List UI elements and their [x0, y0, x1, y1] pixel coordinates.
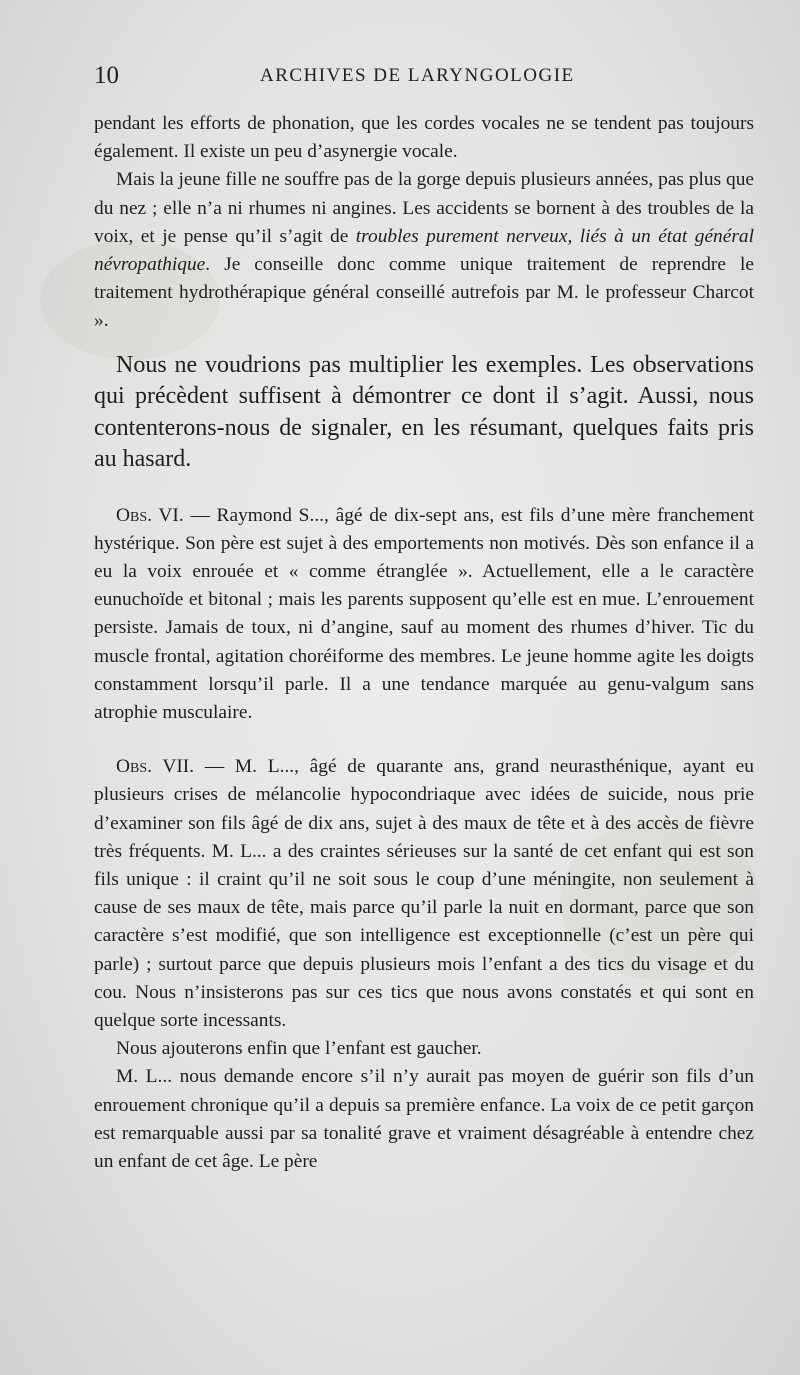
- observation-label: Obs. VII.: [116, 756, 195, 778]
- paragraph-hoarseness: M. L... nous demande encore s’il n’y aurait pas moyen de guérir son fils d’un enrouement chronique qu’il a depuis sa première enfance. La voix de ce petit garçon est remarquable aussi par sa tonalité grave et vraiment désagréable à entendre chez un enfant de cet âge. Le père: [94, 1066, 754, 1173]
- observation-vii: [94, 753, 754, 1035]
- page-number: 10: [94, 62, 119, 89]
- observation-text: — Raymond S..., âgé de dix-sept ans, est fils d’une mère franchement hystérique. Son père est sujet à des emportements non motivés. Dès son enfance il a eu la voix enrouée et « comme étranglée ». Actuellement, elle a le caractère eunuchoïde et bitonal ; mais les parents supposent qu’elle est en mue. L’enrouement persiste. Jamais de toux, ni d’angine, sauf au moment des rhumes d’hiver. Tic du muscle frontal, agitation choréiforme des membres. Le jeune homme agite les doigts constamment lorsqu’il parle. Il a une tendance marquée au genu-valgum sans atrophie musculaire.: [94, 504, 754, 724]
- paragraph-text: . Je conseille donc comme unique traitement de reprendre le traitement hydrothérapique général conseillé autrefois par M. le professeur Charcot ».: [94, 254, 754, 332]
- running-title: ARCHIVES DE LARYNGOLOGIE: [260, 65, 575, 86]
- page-body: [94, 110, 754, 1176]
- observation-label: Obs. VI.: [116, 504, 184, 526]
- paragraph-continuation: pendant les efforts de phonation, que les cordes vocales ne se tendent pas toujours également. Il existe un peu d’asynergie vocale.: [94, 113, 754, 163]
- observation-text: — M. L..., âgé de quarante ans, grand neurasthénique, ayant eu plusieurs crises de mélancolie hypocondriaque avec idées de suicide, nous prie d’examiner son fils âgé de dix ans, sujet à des maux de tête et à des accès de fièvre très fréquents. M. L... a des craintes sérieuses sur la santé de cet enfant qui est son fils unique : il craint qu’il ne soit sous le coup d’une méningite, non seulement à cause de ses maux de tête, mais parce qu’il parle la nuit en dormant, parce que son caractère s’est modifié, que son intelligence est exceptionnelle (c’est un père qui parle) ; surtout parce que depuis plusieurs mois l’enfant a des tics du visage et du cou. Nous n’insisterons pas sur ces tics que nous avons constatés et qui sont en quelque sorte incessants.: [94, 756, 754, 1032]
- paragraph-left-handed: Nous ajouterons enfin que l’enfant est gaucher.: [116, 1038, 482, 1060]
- italic-emphasis: troubles purement nerveux, liés à un état général névropathique: [94, 225, 754, 276]
- paragraph-large-intro: Nous ne voudrions pas multiplier les exemples. Les observations qui précèdent suffisent à démontrer ce dont il s’agit. Aussi, nous contenterons-nous de signaler, en les résumant, quelques faits pris au hasard.: [94, 351, 754, 473]
- page-header: [94, 62, 754, 92]
- observation-vi: [94, 502, 754, 728]
- paragraph-quote-conclusion: [94, 166, 754, 335]
- paragraph-text: Mais la jeune fille ne souffre pas de la gorge depuis plusieurs années, pas plus que du nez ; elle n’a ni rhumes ni angines. Les accidents se bornent à des troubles de la voix, et je pense qu’il s’agit de: [94, 169, 754, 247]
